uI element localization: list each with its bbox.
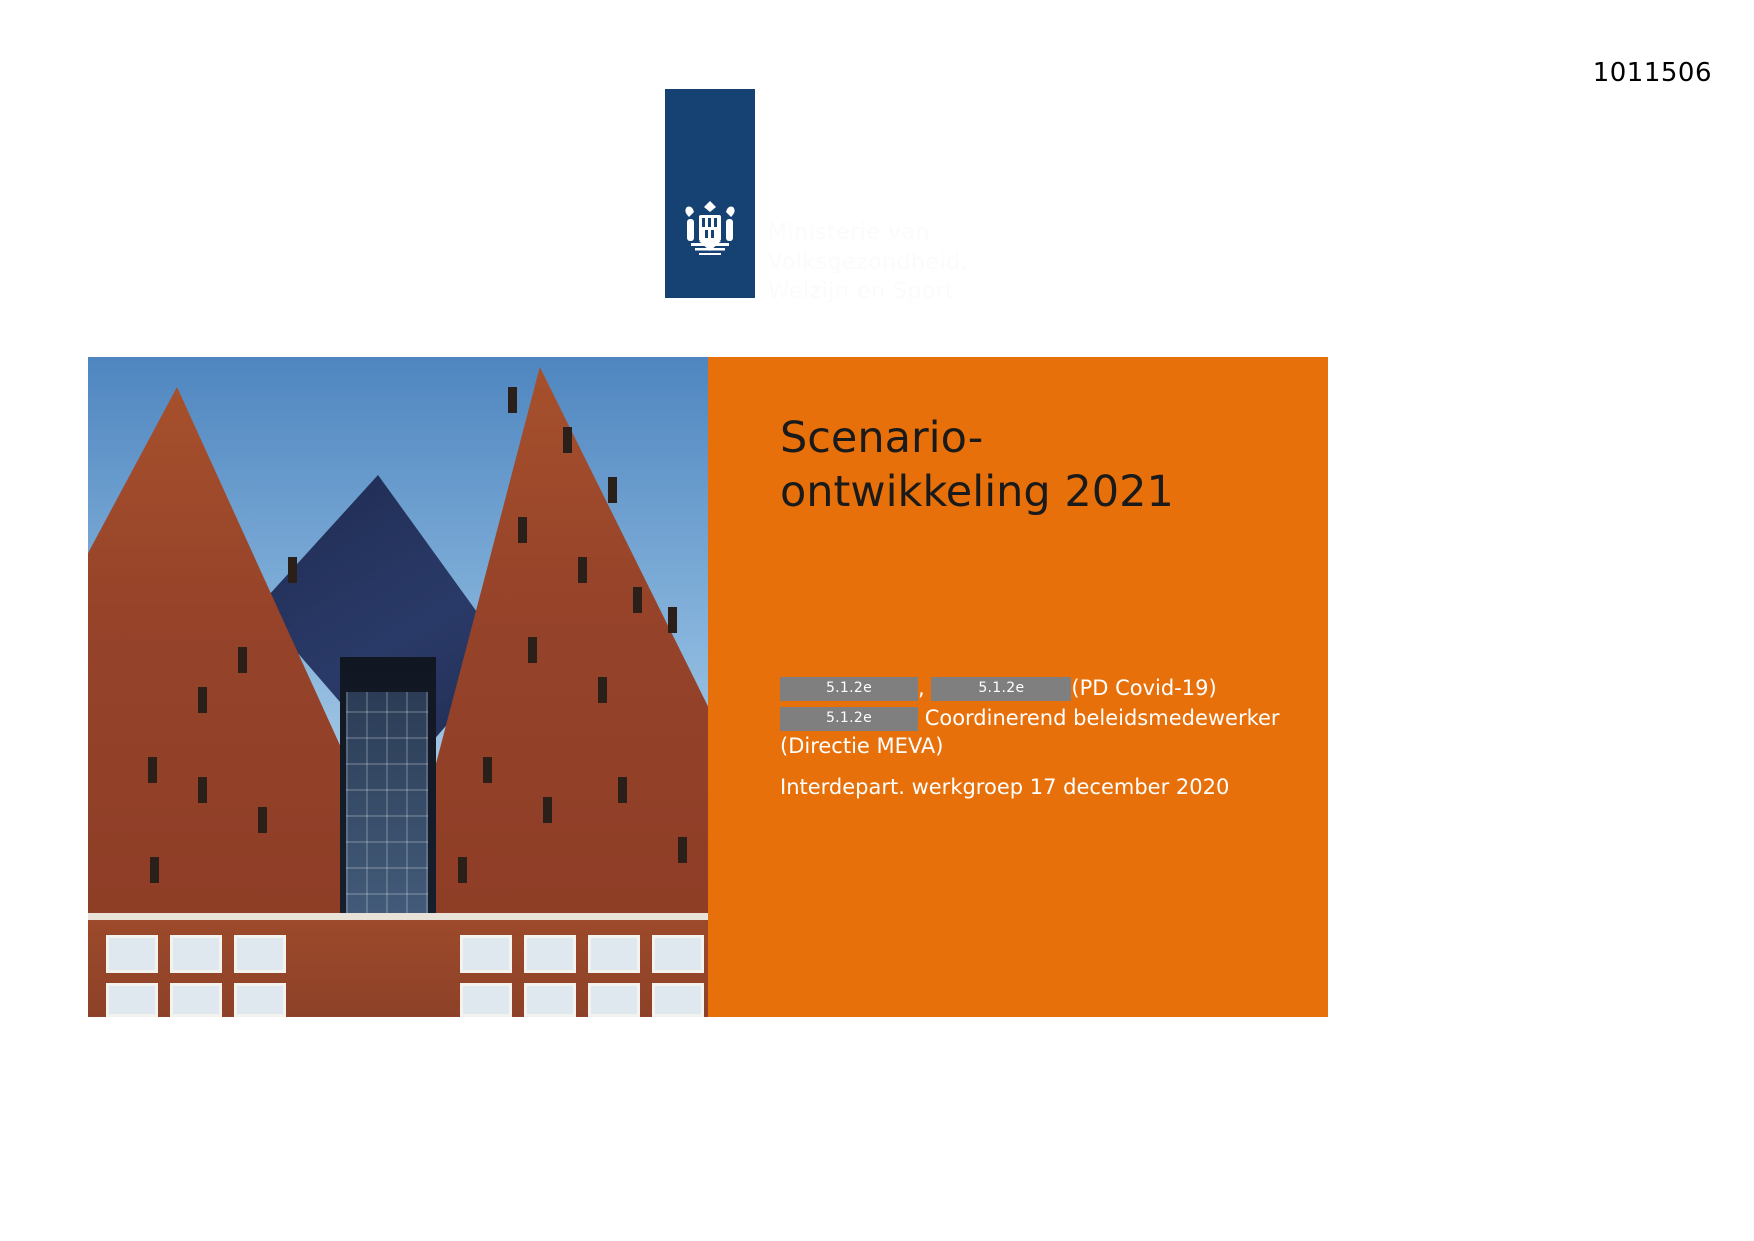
wall-slit bbox=[483, 757, 492, 783]
window-grid bbox=[88, 935, 708, 1017]
wall-slit bbox=[633, 587, 642, 613]
facade-window bbox=[652, 935, 704, 973]
wall-slit bbox=[198, 777, 207, 803]
facade-window bbox=[460, 935, 512, 973]
orange-content-block bbox=[708, 357, 1328, 1017]
author-role-2-continued: beleidsmedewerker (Directie MEVA) bbox=[780, 705, 1280, 758]
wall-slit bbox=[618, 777, 627, 803]
facade-window bbox=[234, 983, 286, 1017]
slide-panel bbox=[88, 357, 1328, 1017]
facade-window bbox=[524, 935, 576, 973]
author-role-1: (PD Covid-19) bbox=[1071, 676, 1217, 700]
wall-slit bbox=[668, 607, 677, 633]
facade-window bbox=[588, 935, 640, 973]
slide-title bbox=[780, 412, 1300, 520]
facade-window bbox=[106, 935, 158, 973]
wall-slit bbox=[458, 857, 467, 883]
facade-window bbox=[170, 935, 222, 973]
wall-slit bbox=[678, 837, 687, 863]
wall-slit bbox=[608, 477, 617, 503]
wall-slit bbox=[198, 687, 207, 713]
wall-slit bbox=[238, 647, 247, 673]
tower-glass-facade bbox=[346, 692, 428, 947]
dutch-coat-of-arms-icon bbox=[677, 197, 743, 267]
facade-window bbox=[170, 983, 222, 1017]
facade-window bbox=[234, 935, 286, 973]
wall-slit bbox=[518, 517, 527, 543]
building-photo bbox=[88, 357, 708, 1017]
facade-window bbox=[106, 983, 158, 1017]
author-credits-line-2 bbox=[780, 705, 1310, 761]
wall-slit bbox=[528, 637, 537, 663]
facade-window bbox=[652, 983, 704, 1017]
wall-slit bbox=[288, 557, 297, 583]
wall-slit bbox=[258, 807, 267, 833]
meeting-line: Interdepart. werkgroep 17 december 2020 bbox=[780, 775, 1230, 799]
wall-slit bbox=[578, 557, 587, 583]
author-separator: , bbox=[918, 676, 925, 700]
government-logo-block bbox=[665, 89, 755, 298]
wall-slit bbox=[148, 757, 157, 783]
author-credits bbox=[780, 675, 1310, 761]
facade-window bbox=[524, 983, 576, 1017]
author-role-2: Coordinerend bbox=[924, 705, 1067, 730]
slide-title-line-1: Scenario- bbox=[780, 413, 984, 463]
facade-window bbox=[588, 983, 640, 1017]
redaction-box-3: 5.1.2e bbox=[780, 707, 918, 731]
wordmark-line-1: Ministerie van Volksgezondheid, bbox=[768, 220, 969, 275]
document-number: 1011506 bbox=[1592, 58, 1712, 88]
facade-window bbox=[460, 983, 512, 1017]
slide-title-line-2: ontwikkeling 2021 bbox=[780, 466, 1174, 517]
wall-slit bbox=[598, 677, 607, 703]
redaction-box-1: 5.1.2e bbox=[780, 677, 918, 701]
wall-slit bbox=[150, 857, 159, 883]
government-wordmark bbox=[768, 218, 1128, 307]
wall-slit bbox=[508, 387, 517, 413]
wall-slit bbox=[563, 427, 572, 453]
facade-band bbox=[88, 913, 708, 920]
wall-slit bbox=[543, 797, 552, 823]
redaction-box-2: 5.1.2e bbox=[931, 677, 1071, 701]
wordmark-line-2: Welzijn en Sport bbox=[768, 279, 955, 305]
